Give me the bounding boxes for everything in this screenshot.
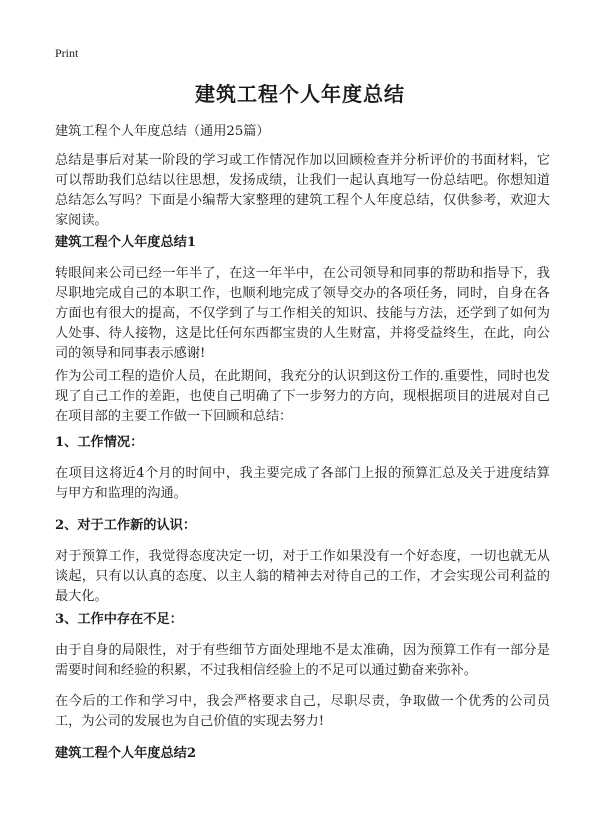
paragraph-1: 转眼间来公司已经一年半了，在这一年半中，在公司领导和同事的帮助和指导下，我尽职地完成自己的本职工作，也顺利地完成了领导交办的各项任务，同时，自身在各方面也有很大的提高，不仅学到了与工作相关的知识、技能与方法，还学到了如何为人处事、待人接物，这是比任何东西都宝贵的人生财富，并将受益终生，在此，向公司的领导和同事表示感谢! bbox=[55, 266, 550, 361]
section-heading-2: 建筑工程个人年度总结2 bbox=[55, 746, 197, 761]
document-subtitle: 建筑工程个人年度总结（通用25篇） bbox=[55, 124, 270, 139]
item-text-2: 对于预算工作，我觉得态度决定一切，对于工作如果没有一个好态度，一切也就无从谈起，只有以认真的态度、以主人翁的精神去对待自己的工作，才会实现公司利益的最大化。 bbox=[55, 549, 550, 604]
item-text-1: 在项目这将近4个月的时间中，我主要完成了各部门上报的预算汇总及关于进度结算与甲方和监理的沟通。 bbox=[55, 466, 550, 501]
item-heading-3: 3、工作中存在不足： bbox=[55, 612, 183, 627]
item-text-3: 由于自身的局限性，对于有些细节方面处理地不是太准确，因为预算工作有一部分是需要时间和经验的积累，不过我相信经验上的不足可以通过勤奋来弥补。 bbox=[55, 643, 550, 678]
item-heading-1: 1、工作情况： bbox=[55, 435, 144, 450]
intro-paragraph: 总结是事后对某一阶段的学习或工作情况作加以回顾检查并分析评价的书面材料，它可以帮助我们总结以往思想，发扬成绩，让我们一起认真地写一份总结吧。你想知道总结怎么写吗？下面是小编帮大家整理的建筑工程个人年度总结，仅供参考，欢迎大家阅读。 bbox=[55, 153, 550, 228]
print-link[interactable]: Print bbox=[55, 46, 79, 60]
item-heading-2: 2、对于工作新的认识： bbox=[55, 518, 197, 533]
closing-paragraph: 在今后的工作和学习中，我会严格要求自己，尽职尽责，争取做一个优秀的公司员工，为公司的发展也为自己价值的实现去努力! bbox=[55, 694, 550, 729]
page-title: 建筑工程个人年度总结 bbox=[195, 82, 405, 106]
section-heading-1: 建筑工程个人年度总结1 bbox=[55, 235, 197, 250]
paragraph-2: 作为公司工程的造价人员，在此期间，我充分的认识到这份工作的.重要性，同时也发现了自己工作的差距，也使自己明确了下一步努力的方向，现根据项目的进展对自己在项目部的主要工作做一下回顾和总结： bbox=[55, 369, 550, 424]
